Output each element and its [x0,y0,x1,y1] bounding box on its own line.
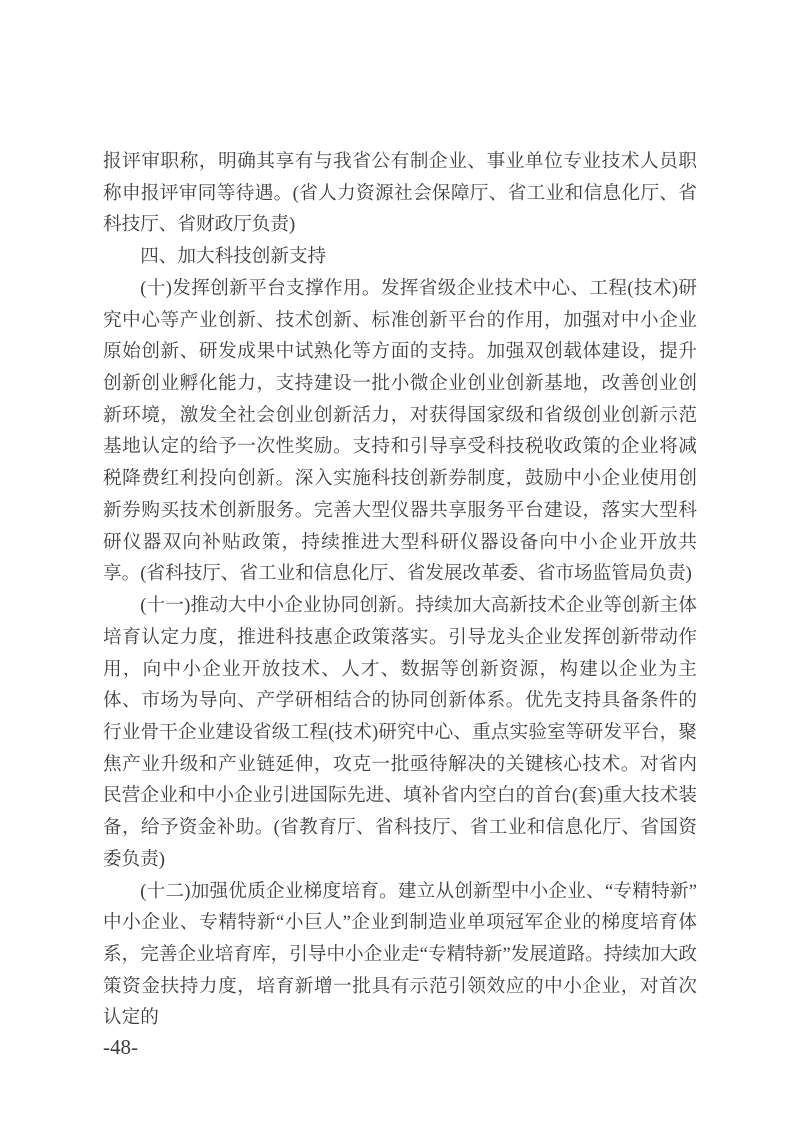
body-paragraph: (十一)推动大中小企业协同创新。持续加大高新技术企业等创新主体培育认定力度，推进科技惠企政策落实。引导龙头企业发挥创新带动作用，向中小企业开放技术、人才、数据等创新资源，构建以企业为主体、市场为导向、产学研相结合的协同创新体系。优先支持具备条件的行业骨干企业建设省级工程(技术)研究中心、重点实验室等研发平台，聚焦产业升级和产业链延伸，攻克一批亟待解决的关键核心技术。对省内民营企业和中小企业引进国际先进、填补省内空白的首台(套)重大技术装备，给予资金补助。(省教育厅、省科技厅、省工业和信息化厅、省国资委负责) [103,595,697,870]
body-paragraph-continuation: 报评审职称，明确其享有与我省公有制企业、事业单位专业技术人员职称申报评审同等待遇。(省人力资源社会保障厅、省工业和信息化厅、省科技厅、省财政厅负责) [103,151,697,236]
section-heading: 四、加大科技创新支持 [140,246,327,268]
page-number: -48- [103,1035,138,1059]
body-paragraph: (十)发挥创新平台支撑作用。发挥省级企业技术中心、工程(技术)研究中心等产业创新、技术创新、标准创新平台的作用，加强对中小企业原始创新、研发成果中试熟化等方面的支持。加强双创载体建设，提升创新创业孵化能力，支持建设一批小微企业创业创新基地，改善创业创新环境，激发全社会创业创新活力，对获得国家级和省级创业创新示范基地认定的给予一次性奖励。支持和引导享受科技税收政策的企业将减税降费红利投向创新。深入实施科技创新券制度，鼓励中小企业使用创新券购买技术创新服务。完善大型仪器共享服务平台建设，落实大型科研仪器双向补贴政策，持续推进大型科研仪器设备向中小企业开放共享。(省科技厅、省工业和信息化厅、省发展改革委、省市场监管局负责) [103,277,697,585]
document-body [103,146,697,1034]
body-paragraph: (十二)加强优质企业梯度培育。建立从创新型中小企业、“专精特新”中小企业、专精特新“小巨人”企业到制造业单项冠军企业的梯度培育体系，完善企业培育库，引导中小企业走“专精特新”发展道路。持续加大政策资金扶持力度，培育新增一批具有示范引领效应的中小企业，对首次认定的 [103,880,697,1029]
